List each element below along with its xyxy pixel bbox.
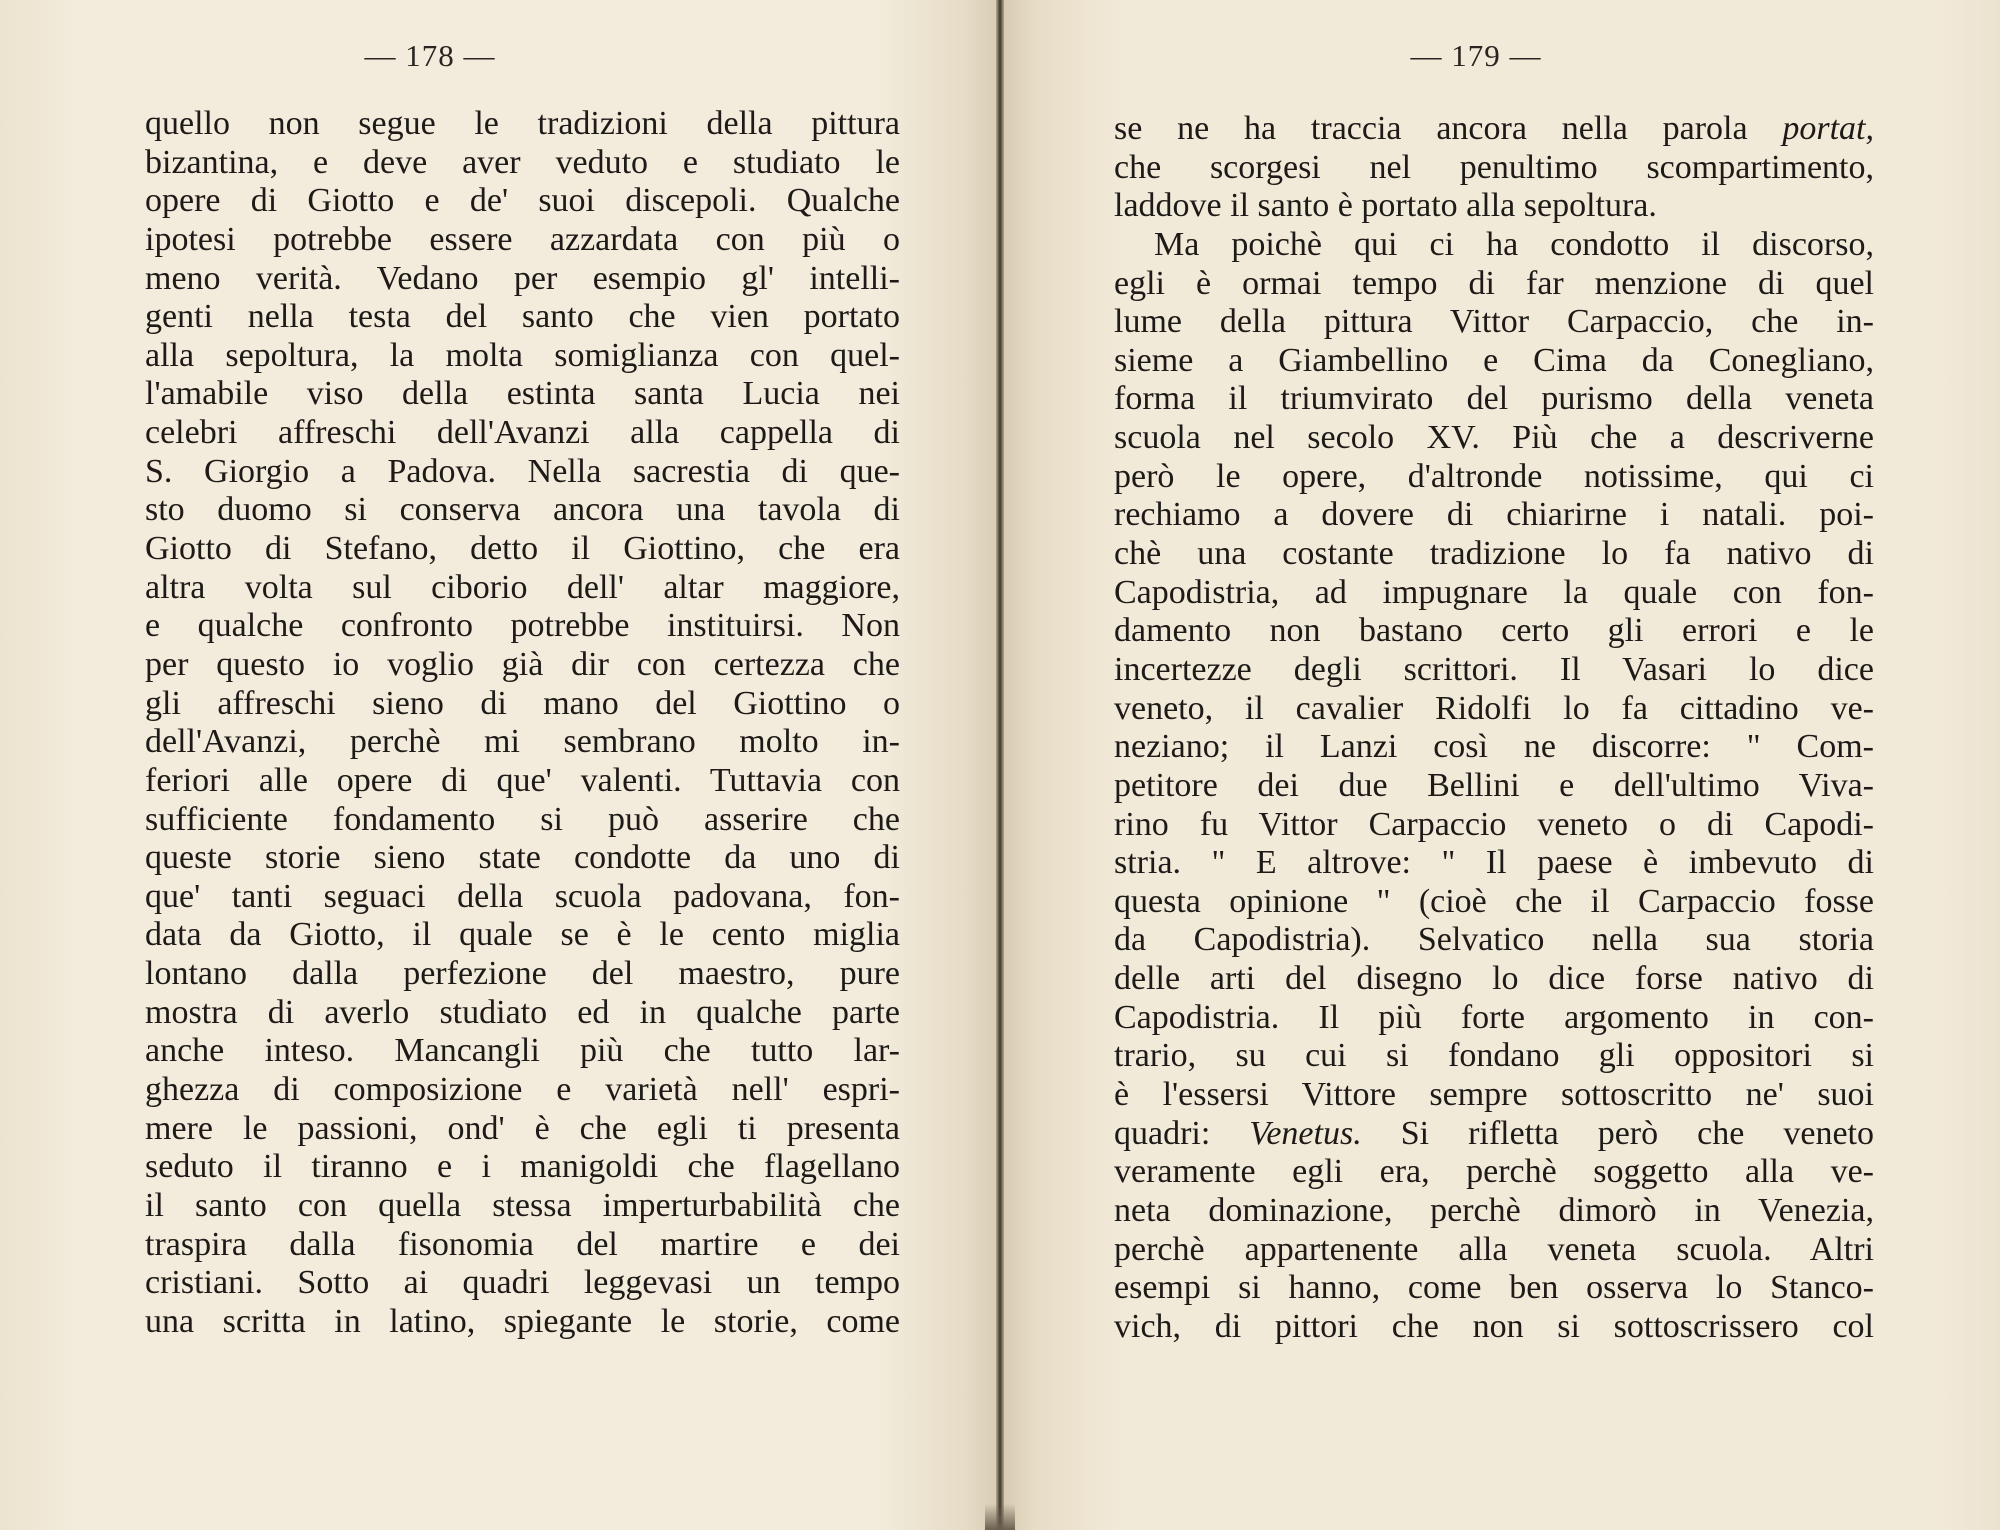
text-line: seduto il tiranno e i manigoldi che flagellano — [145, 1148, 900, 1186]
text-line: ghezza di composizione e varietà nell' espri- — [145, 1071, 900, 1109]
text-line: genti nella testa del santo che vien portato — [145, 298, 900, 336]
text-line: stria. " E altrove: " Il paese è imbevuto di — [1114, 844, 1874, 882]
text-line: però le opere, d'altronde notissime, qui ci — [1114, 457, 1874, 495]
text-line: sto duomo si conserva ancora una tavola di — [145, 491, 900, 529]
text-line: anche inteso. Mancangli più che tutto lar- — [145, 1032, 900, 1070]
text-line: incertezze degli scrittori. Il Vasari lo dice — [1114, 650, 1874, 688]
text-line: perchè appartenente alla veneta scuola. Altri — [1114, 1230, 1874, 1268]
text-line: S. Giorgio a Padova. Nella sacrestia di que- — [145, 452, 900, 490]
text-line: altra volta sul ciborio dell' altar maggiore, — [145, 568, 900, 606]
text-line: lontano dalla perfezione del maestro, pure — [145, 955, 900, 993]
text-line: meno verità. Vedano per esempio gl' intelli- — [145, 259, 900, 297]
text-line: dell'Avanzi, perchè mi sembrano molto in- — [145, 723, 900, 761]
text-line: traspira dalla fisonomia del martire e dei — [145, 1225, 900, 1263]
text-line: veneto, il cavalier Ridolfi lo fa cittadino ve- — [1114, 689, 1874, 727]
text-line: egli è ormai tempo di far menzione di quel — [1114, 264, 1874, 302]
text-line: una scritta in latino, spiegante le storie, come — [145, 1302, 900, 1340]
page-number-header: — 178 — — [364, 38, 496, 73]
text-line: chè una costante tradizione lo fa nativo di — [1114, 535, 1874, 573]
text-line: se ne ha traccia ancora nella parola portat, — [1114, 110, 1874, 147]
text-line: delle arti del disegno lo dice forse nativo di — [1114, 960, 1874, 998]
text-line: Ma poichè qui ci ha condotto il discorso, — [1154, 225, 1874, 263]
text-line: forma il triumvirato del purismo della veneta — [1114, 380, 1874, 418]
right-page — [1004, 0, 2000, 1530]
text-line: e qualche confronto potrebbe instituirsi. Non — [145, 607, 900, 645]
text-line: scuola nel secolo XV. Più che a descriverne — [1114, 419, 1874, 457]
text-line: rechiamo a dovere di chiarirne i natali. poi- — [1114, 496, 1874, 534]
text-line: l'amabile viso della estinta santa Lucia nei — [145, 375, 900, 413]
text-line: il santo con quella stessa imperturbabilità che — [145, 1186, 900, 1224]
text-line: Giotto di Stefano, detto il Giottino, che era — [145, 530, 900, 568]
page-number-header: — 179 — — [1410, 38, 1542, 73]
text-line: cristiani. Sotto ai quadri leggevasi un tempo — [145, 1264, 900, 1302]
text-line: vich, di pittori che non si sottoscrissero col — [1114, 1307, 1874, 1345]
text-line: veramente egli era, perchè soggetto alla ve- — [1114, 1153, 1874, 1191]
text-line: data da Giotto, il quale se è le cento miglia — [145, 916, 900, 954]
text-line: sieme a Giambellino e Cima da Conegliano, — [1114, 341, 1874, 379]
text-line: che scorgesi nel penultimo scompartimento, — [1114, 148, 1874, 186]
text-line: quello non segue le tradizioni della pittura — [145, 105, 900, 142]
text-line: queste storie sieno state condotte da uno di — [145, 839, 900, 877]
text-line: rino fu Vittor Carpaccio veneto o di Capodi- — [1114, 805, 1874, 843]
spine-edge — [985, 1504, 1015, 1530]
text-line: feriori alle opere di que' valenti. Tuttavia con — [145, 761, 900, 799]
text-line: Capodistria. Il più forte argomento in con- — [1114, 998, 1874, 1036]
text-line: esempi si hanno, come ben osserva lo Stanco- — [1114, 1269, 1874, 1307]
text-line: gli affreschi sieno di mano del Giottino o — [145, 684, 900, 722]
text-line: quadri: Venetus. Si rifletta però che veneto — [1114, 1114, 1874, 1152]
book-gutter — [996, 0, 1004, 1530]
page-body-text — [145, 105, 900, 1342]
text-line: per questo io voglio già dir con certezza che — [145, 645, 900, 683]
text-line: Capodistria, ad impugnare la quale con fon- — [1114, 573, 1874, 611]
text-line: trario, su cui si fondano gli oppositori si — [1114, 1037, 1874, 1075]
text-line: celebri affreschi dell'Avanzi alla cappella di — [145, 414, 900, 452]
text-line: laddove il santo è portato alla sepoltura. — [1114, 187, 1657, 225]
text-line: neziano; il Lanzi così ne discorre: " Com- — [1114, 728, 1874, 766]
text-line: mostra di averlo studiato ed in qualche parte — [145, 993, 900, 1031]
text-line: neta dominazione, perchè dimorò in Venezia, — [1114, 1191, 1874, 1229]
text-line: ipotesi potrebbe essere azzardata con più o — [145, 220, 900, 258]
left-page — [0, 0, 996, 1530]
text-line: que' tanti seguaci della scuola padovana, fon- — [145, 877, 900, 915]
text-line: da Capodistria). Selvatico nella sua storia — [1114, 921, 1874, 959]
text-line: damento non bastano certo gli errori e le — [1114, 612, 1874, 650]
text-line: sufficiente fondamento si può asserire che — [145, 800, 900, 838]
text-line: bizantina, e deve aver veduto e studiato le — [145, 143, 900, 181]
text-line: opere di Giotto e de' suoi discepoli. Qualche — [145, 182, 900, 220]
text-line: mere le passioni, ond' è che egli ti presenta — [145, 1109, 900, 1147]
text-line: lume della pittura Vittor Carpaccio, che in- — [1114, 303, 1874, 341]
text-line: questa opinione " (cioè che il Carpaccio fosse — [1114, 882, 1874, 920]
text-line: petitore dei due Bellini e dell'ultimo Viva- — [1114, 766, 1874, 804]
text-line: è l'essersi Vittore sempre sottoscritto ne' suoi — [1114, 1076, 1874, 1114]
page-body-text — [1114, 110, 1874, 1347]
text-line: alla sepoltura, la molta somiglianza con quel- — [145, 336, 900, 374]
